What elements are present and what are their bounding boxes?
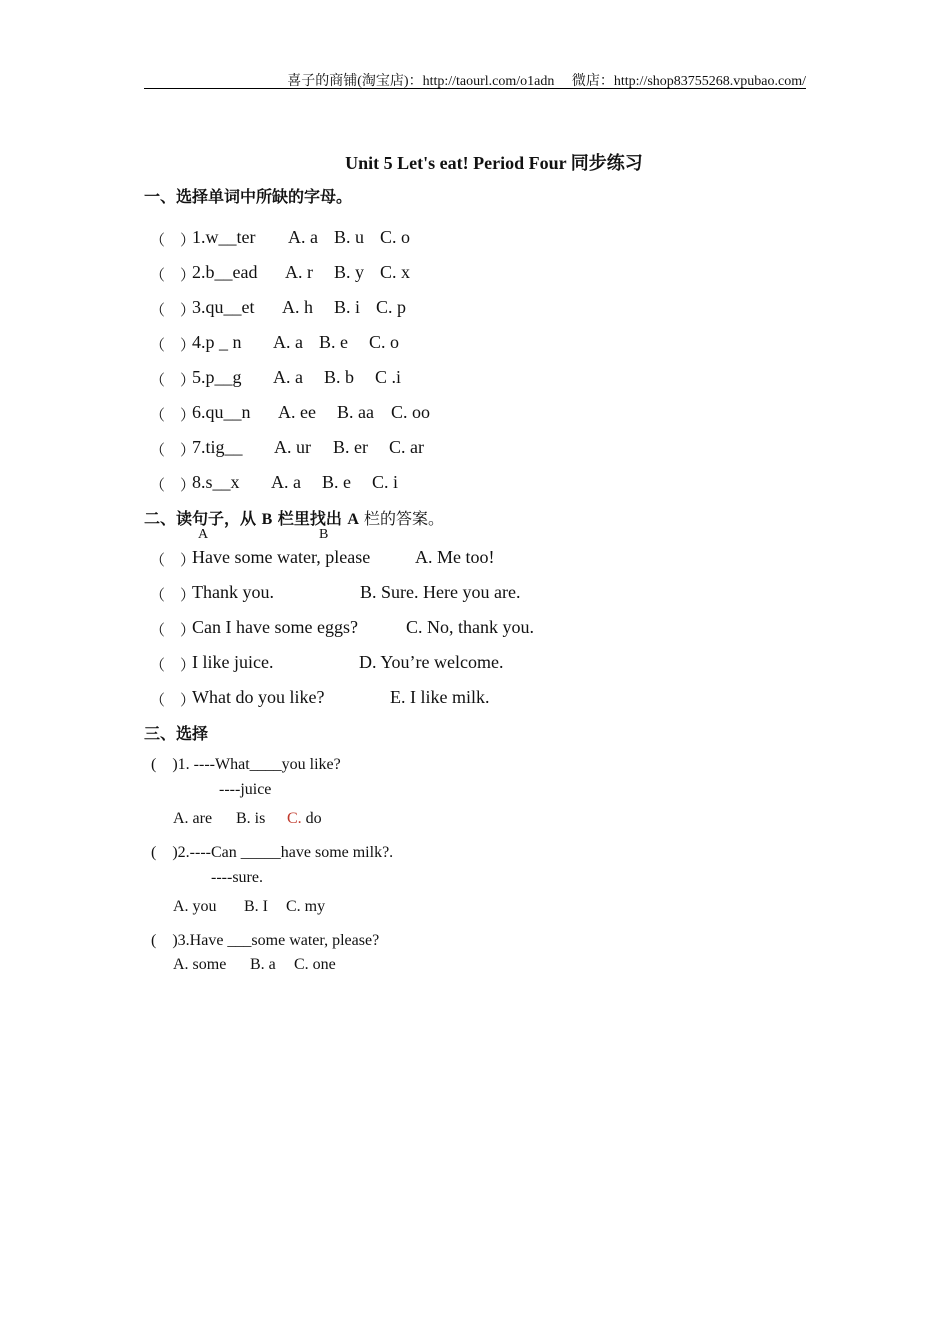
option-c: C. ar	[389, 437, 424, 457]
column-a-label: A	[198, 527, 209, 542]
sentence-a: I like juice.	[192, 652, 274, 672]
option-b: B. er	[333, 437, 368, 457]
answer-blank[interactable]: （ ）	[150, 478, 196, 494]
s3-q3	[151, 927, 379, 950]
option-b: B. u	[334, 227, 365, 247]
answer-b: E. I like milk.	[390, 687, 490, 707]
s3-q1-option-c: C. do	[287, 810, 322, 827]
option-c: C .i	[375, 367, 402, 387]
option-a: A. ur	[274, 437, 311, 457]
header-divider	[144, 88, 806, 89]
option-a: A. a	[273, 332, 303, 352]
s3-q1	[151, 751, 341, 774]
answer-blank[interactable]: （ ）	[150, 338, 196, 354]
question: 7.tig__	[192, 437, 243, 457]
option-b: B. e	[319, 332, 348, 352]
answer-b: A. Me too!	[415, 547, 495, 567]
answer-blank[interactable]: （ ）	[150, 623, 196, 639]
s3-q2-answer: ----sure.	[211, 869, 263, 886]
option-a: A. r	[285, 262, 313, 282]
s3-q2	[151, 839, 393, 862]
sentence-a: Have some water, please	[192, 547, 371, 567]
s3-q2-option-c: C. my	[286, 898, 326, 915]
sentence-a: Thank you.	[192, 582, 274, 602]
option-b: B. i	[334, 297, 361, 317]
answer-blank[interactable]: （ ）	[150, 443, 196, 459]
worksheet-title: Unit 5 Let's eat! Period Four 同步练习	[345, 153, 643, 173]
option-a: A. a	[288, 227, 318, 247]
s3-q2-option-a: A. you	[173, 898, 217, 915]
s3-q1-option-a: A. are	[173, 810, 213, 827]
question: 4.p _ n	[192, 332, 242, 352]
question: 8.s__x	[192, 472, 240, 492]
section3-heading: 三、选择	[144, 724, 209, 743]
option-b: B. aa	[337, 402, 374, 422]
option-b: B. y	[334, 262, 365, 282]
option-a: A. a	[273, 367, 303, 387]
answer-blank[interactable]: （ ）	[150, 303, 196, 319]
question: 6.qu__n	[192, 402, 251, 422]
option-b: B. b	[324, 367, 355, 387]
option-a: A. a	[271, 472, 301, 492]
option-c: C. x	[380, 262, 411, 282]
s3-q3-option-a: A. some	[173, 956, 227, 973]
option-c: C. oo	[391, 402, 431, 422]
option-c: C. o	[369, 332, 400, 352]
question: 1. ----What____you like?	[177, 756, 341, 773]
answer-blank[interactable]: （ ）	[150, 373, 196, 389]
section2-heading: 二、读句子，从 B 栏里找出 A 栏的答案。	[144, 509, 445, 528]
s3-q1-option-b: B. is	[236, 810, 266, 827]
option-a: A. h	[282, 297, 313, 317]
answer-b: B. Sure. Here you are.	[360, 582, 521, 602]
question: 2.----Can _____have some milk?.	[177, 844, 394, 861]
answer-blank[interactable]: （ ）	[150, 553, 196, 569]
s3-q3-option-c: C. one	[294, 956, 336, 973]
answer-blank[interactable]: （ ）	[150, 588, 196, 604]
answer-blank[interactable]: （ ）	[150, 233, 196, 249]
answer-blank[interactable]: （ ）	[150, 693, 196, 709]
answer-blank[interactable]: ( )	[151, 932, 178, 949]
option-c: C. p	[376, 297, 407, 317]
sentence-a: What do you like?	[192, 687, 325, 707]
option-c: C. i	[372, 472, 399, 492]
s3-q2-option-b: B. I	[244, 898, 268, 915]
question: 3.Have ___some water, please?	[177, 932, 380, 949]
answer-blank[interactable]: （ ）	[150, 658, 196, 674]
question: 5.p__g	[192, 367, 242, 387]
question: 2.b__ead	[192, 262, 258, 282]
answer-b: D. You’re welcome.	[359, 652, 504, 672]
question: 1.w__ter	[192, 227, 256, 247]
option-c: C. o	[380, 227, 411, 247]
sentence-a: Can I have some eggs?	[192, 617, 358, 637]
answer-blank[interactable]: ( )	[151, 844, 178, 861]
section1-heading: 一、选择单词中所缺的字母。	[144, 187, 353, 206]
answer-blank[interactable]: ( )	[151, 756, 178, 773]
answer-blank[interactable]: （ ）	[150, 408, 196, 424]
option-b: B. e	[322, 472, 351, 492]
s3-q3-option-b: B. a	[250, 956, 276, 973]
option-a: A. ee	[278, 402, 316, 422]
column-b-label: B	[319, 527, 329, 542]
answer-blank[interactable]: （ ）	[150, 268, 196, 284]
question: 3.qu__et	[192, 297, 255, 317]
s3-q1-answer: ----juice	[219, 781, 272, 798]
page-header: 喜子的商铺(淘宝店)：http://taourl.com/o1adn 微店：http://shop83755268.vpubao.com/	[287, 74, 806, 89]
answer-b: C. No, thank you.	[406, 617, 534, 637]
